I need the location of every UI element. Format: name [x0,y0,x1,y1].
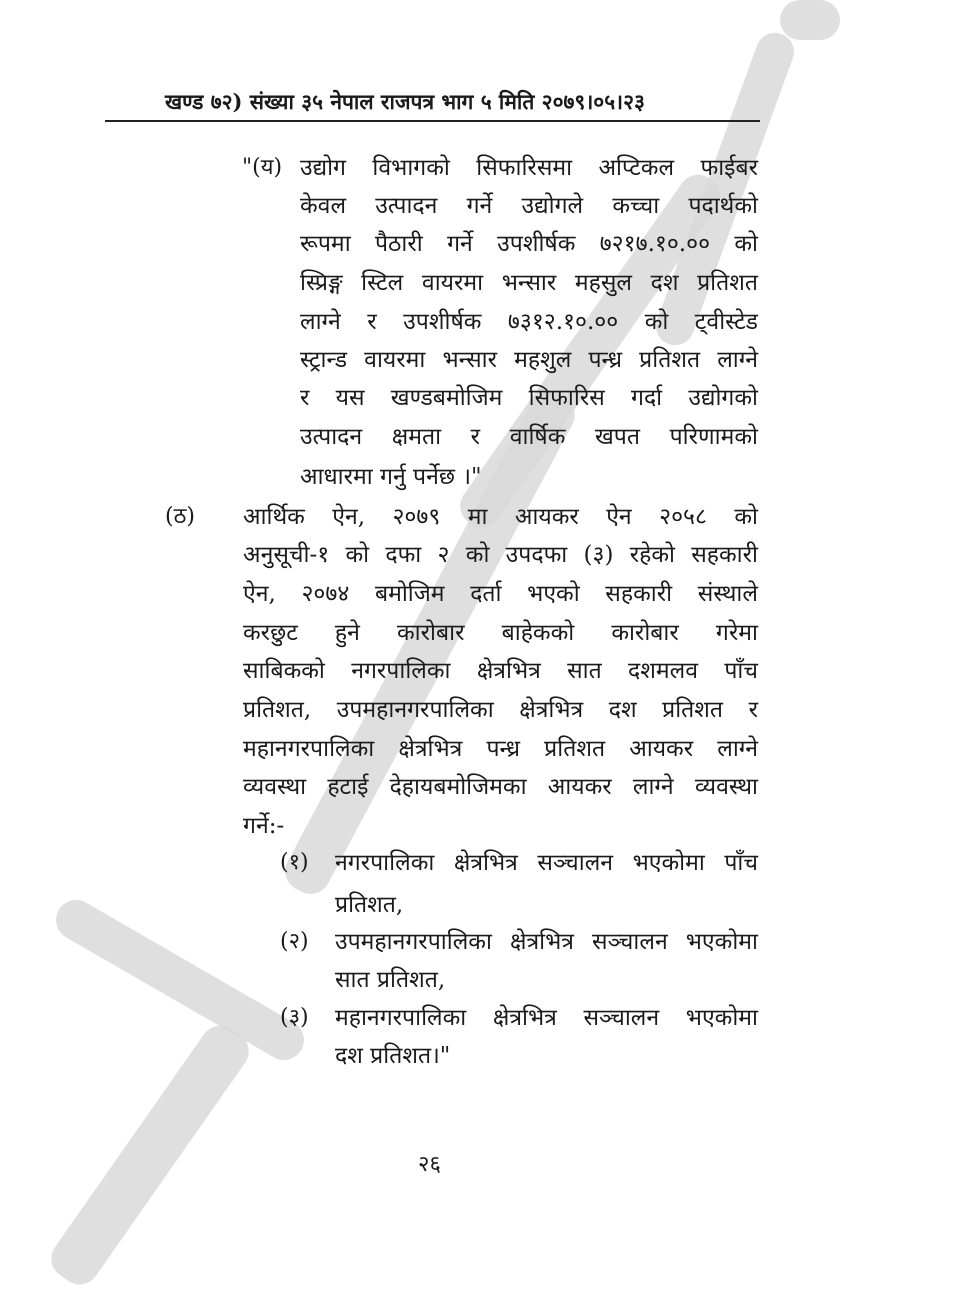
text-line: अनुसूची-१ को दफा २ को उपदफा (३) रहेको सहकारी [243,542,758,568]
text-line: करछुट हुने कारोबार बाहेकको कारोबार गरेमा [243,620,758,646]
watermark-stroke [49,893,311,1068]
header-rule [105,120,760,122]
text-line: नगरपालिका क्षेत्रभित्र सञ्चालन भएकोमा पाँच [335,850,758,876]
text-line: प्रतिशत, [335,892,404,918]
watermark-stroke [651,27,800,350]
text-line: सात प्रतिशत, [335,967,446,993]
text-line: स्प्रिङ्ग स्टिल वायरमा भन्सार महसुल दश प्रतिशत [300,270,758,296]
text-line: स्ट्रान्ड वायरमा भन्सार महशुल पन्ध्र प्रतिशत लाग्ने [300,347,758,373]
text-line: प्रतिशत, उपमहानगरपालिका क्षेत्रभित्र दश प्रतिशत र [243,697,758,723]
watermark-stroke [780,0,840,40]
text-line: उत्पादन क्षमता र वार्षिक खपत परिणामको [300,424,758,450]
text-line: महानगरपालिका क्षेत्रभित्र पन्ध्र प्रतिशत आयकर लाग्ने [243,736,758,762]
text-line: ऐन, २०७४ बमोजिम दर्ता भएको सहकारी संस्थाले [243,581,758,607]
text-line: केवल उत्पादन गर्ने उद्योगले कच्चा पदार्थको [300,193,758,219]
subitem-label: (१) [280,850,309,875]
text-line: व्यवस्था हटाई देहायबमोजिमका आयकर लाग्ने व्यवस्था [243,774,758,800]
clause-label: (ठ) [165,504,195,529]
text-line: गर्ने:- [243,813,285,839]
subitem-label: (३) [280,1005,309,1030]
subitem-label: (२) [280,929,309,954]
text-line: रूपमा पैठारी गर्ने उपशीर्षक ७२१७.१०.०० को [300,231,758,257]
watermark-stroke [43,1018,256,1292]
text-line: र यस खण्डबमोजिम सिफारिस गर्दा उद्योगको [300,385,758,411]
gazette-header: खण्ड ७२) संख्या ३५ नेपाल राजपत्र भाग ५ मिति २०७९।०५।२३ [165,89,645,114]
text-line: साबिकको नगरपालिका क्षेत्रभित्र सात दशमलव पाँच [243,658,758,684]
clause-label: "(य) [242,155,283,180]
text-line: उपमहानगरपालिका क्षेत्रभित्र सञ्चालन भएकोमा [335,929,758,955]
text-line: दश प्रतिशत।" [335,1043,451,1069]
page-number: २६ [418,1152,441,1177]
text-line: आर्थिक ऐन, २०७९ मा आयकर ऐन २०५८ को [243,504,758,530]
text-line: महानगरपालिका क्षेत्रभित्र सञ्चालन भएकोमा [335,1005,758,1031]
text-line: आधारमा गर्नु पर्नेछ ।" [300,464,482,490]
text-line: लाग्ने र उपशीर्षक ७३१२.१०.०० को ट्वीस्टेड [300,309,758,335]
text-line: उद्योग विभागको सिफारिसमा अप्टिकल फाईबर [300,155,758,181]
